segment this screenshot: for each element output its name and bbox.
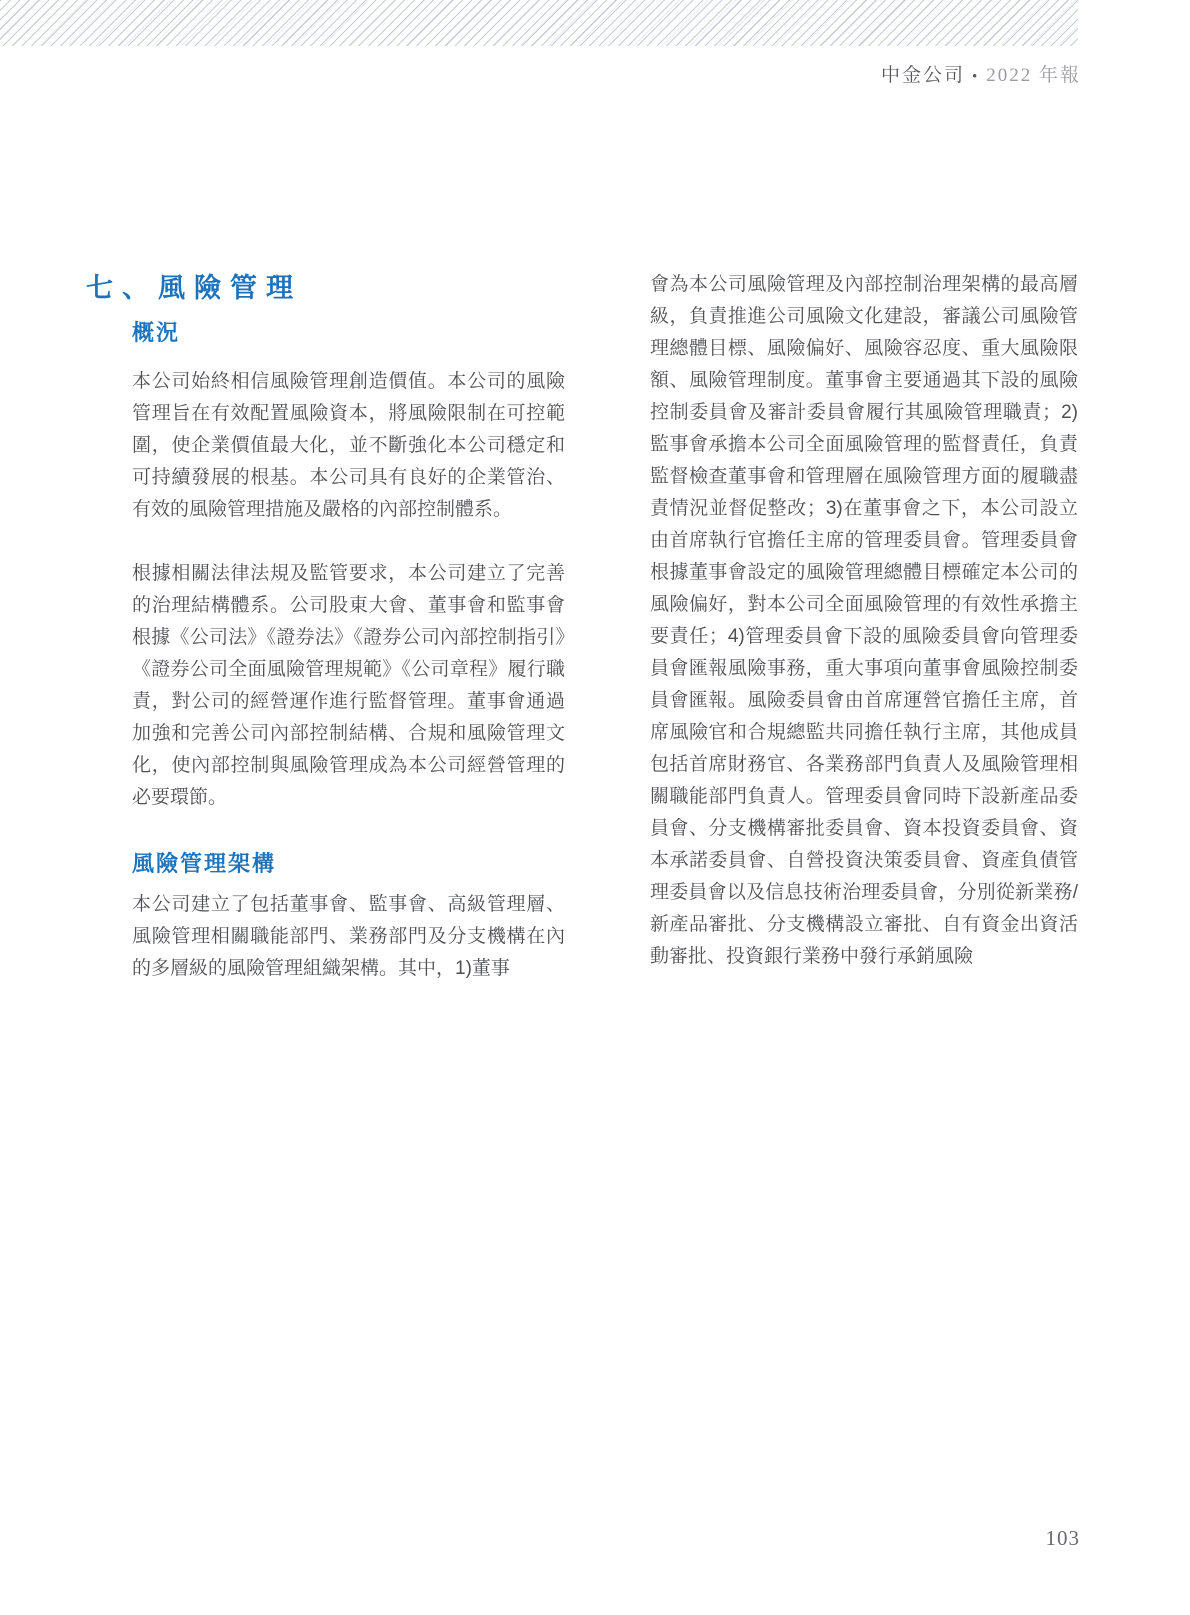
overview-heading: 概況: [132, 320, 181, 345]
running-header: [881, 60, 1081, 87]
framework-paragraph: 本公司建立了包括董事會、監事會、高級管理層、風險管理相關職能部門、業務部門及分支機構在內的多層級的風險管理組織架構。其中，1)董事: [132, 894, 565, 979]
framework-heading: 風險管理架構: [132, 851, 277, 876]
bullet-separator: •: [971, 69, 980, 85]
overview-paragraph-2: 根據相關法律法規及監管要求，本公司建立了完善的治理結構體系。公司股東大會、董事會和監事會根據《公司法》《證券法》《證券公司內部控制指引》《證券公司全面風險管理規範》《公司章程》履行職責，對公司的經營運作進行監督管理。董事會通過加強和完善公司內部控制結構、合規和風險管理文化，使內部控制與風險管理成為本公司經營管理的必要環節。: [132, 563, 565, 808]
report-edition: 2022 年報: [986, 65, 1081, 86]
overview-paragraph-1: 本公司始終相信風險管理創造價值。本公司的風險管理旨在有效配置風險資本，將風險限制在可控範圍，使企業價值最大化，並不斷強化本公司穩定和可持續發展的根基。本公司具有良好的企業管治、有效的風險管理措施及嚴格的內部控制體系。: [132, 371, 565, 520]
company-name: 中金公司: [880, 65, 965, 86]
page-number: 103: [1045, 1526, 1080, 1550]
diagonal-stripe-pattern: [0, 0, 1078, 46]
section-title-risk-management: 七、風險管理: [86, 273, 302, 303]
framework-continuation-paragraph: 會為本公司風險管理及內部控制治理架構的最高層級，負責推進公司風險文化建設，審議公司風險管理總體目標、風險偏好、風險容忍度、重大風險限額、風險管理制度。董事會主要通過其下設的風險控制委員會及審計委員會履行其風險管理職責；2)監事會承擔本公司全面風險管理的監督責任，負責監督檢查董事會和管理層在風險管理方面的履職盡責情況並督促整改；3)在董事會之下，本公司設立由首席執行官擔任主席的管理委員會。管理委員會根據董事會設定的風險管理總體目標確定本公司的風險偏好，對本公司全面風險管理的有效性承擔主要責任；4)管理委員會下設的風險委員會向管理委員會匯報風險事務，重大事項向董事會風險控制委員會匯報。風險委員會由首席運營官擔任主席，首席風險官和合規總監共同擔任執行主席，其他成員包括首席財務官、各業務部門負責人及風險管理相關職能部門負責人。管理委員會同時下設新產品委員會、分支機構審批委員會、資本投資委員會、資本承諾委員會、自營投資決策委員會、資產負債管理委員會以及信息技術治理委員會，分別從新業務/新產品審批、分支機構設立審批、自有資金出資活動審批、投資銀行業務中發行承銷風險: [650, 274, 1078, 967]
